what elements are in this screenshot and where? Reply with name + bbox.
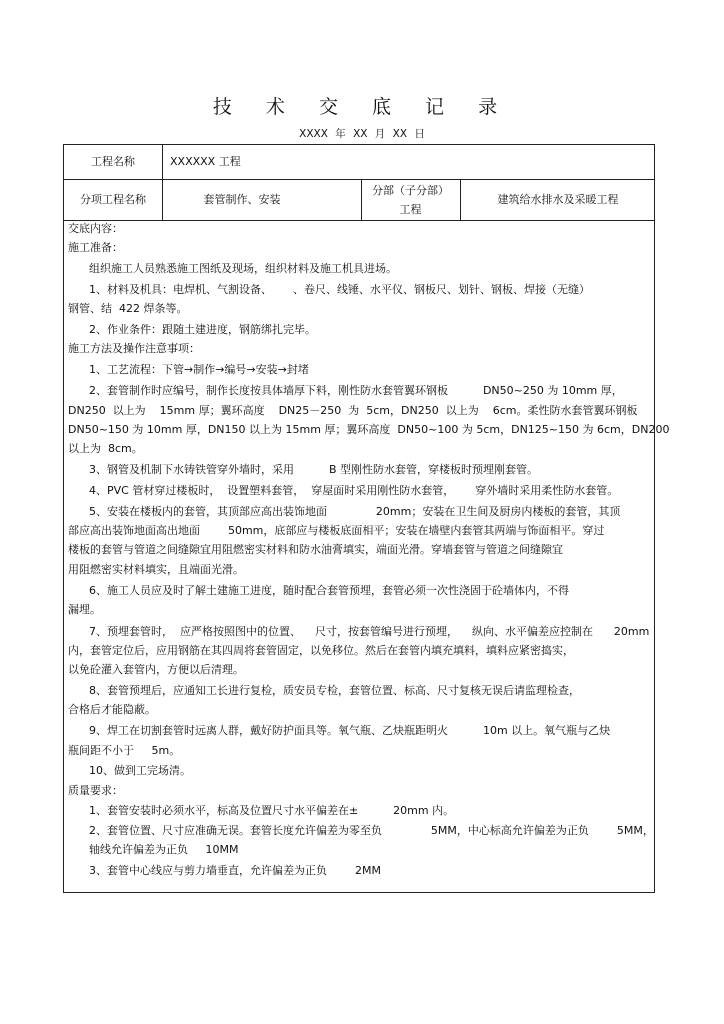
- division-value: 建筑给水排水及采暖工程: [497, 192, 619, 206]
- content-line: DN50~150 为 10mm 厚，DN150 以上为 15mm 厚；翼环高度 DN50~100 为 5cm，DN125~150 为 6cm，DN200: [68, 423, 670, 436]
- content-line: 9、焊工在切割套管时远离人群，戴好防护面具等。氧气瓶、乙炔瓶距明火 10m 以上。氧气瓶与乙炔: [68, 724, 611, 737]
- content-line: 10、做到工完场清。: [68, 764, 191, 777]
- content-line: 钢管、结 422 焊条等。: [68, 302, 188, 315]
- content-line: 漏埋。: [68, 603, 101, 616]
- content-line: 质量要求：: [68, 784, 123, 797]
- content-line: DN250 以上为 15mm 厚；翼环高度 DN25－250 为 5cm，DN250 以上为 6cm。柔性防水套管翼环钢板: [68, 404, 638, 417]
- content-line: 7、预埋套管时， 应严格按照图中的位置、 尺寸，按套管编号进行预埋， 纵向、水平偏差应控制在 20mm: [68, 625, 650, 638]
- content-line: 组织施工人员熟悉施工图纸及现场，组织材料及施工机具进场。: [68, 262, 397, 275]
- record-table: [63, 144, 670, 893]
- subitem-value: 套管制作、安装: [203, 192, 281, 206]
- content-line: 内，套管定位后，应用钢筋在其四周将套管固定，以免移位。然后在套管内填充填料，填料应紧密捣实，: [68, 644, 574, 657]
- content-line: 轴线允许偏差为正负 10MM: [68, 843, 239, 856]
- content-line: 4、PVC 管材穿过楼板时， 设置塑料套管， 穿屋面时采用刚性防水套管， 穿外墙时采用柔性防水套管。: [68, 484, 619, 497]
- row-divider: [64, 220, 654, 221]
- subitem-label: 分项工程名称: [80, 192, 146, 206]
- content-line: 6、施工人员应及时了解土建施工进度，随时配合套管预埋，套管必须一次性浇固于砼墙体内，不得: [68, 584, 569, 597]
- content-line: 以上为 8cm。: [68, 442, 143, 455]
- content-line: 部应高出装饰地面高出地面 50mm，底部应与楼板底面相平；安装在墙壁内套管其两端与饰面相平。穿过: [68, 524, 605, 537]
- division-label-line2: 工程: [399, 203, 422, 216]
- project-name-value: XXXXXX 工程: [170, 155, 241, 168]
- content-line: 用阻燃密实材料填实，且端面光滑。: [68, 563, 244, 576]
- content-line: 瓶间距不小于 5m。: [68, 744, 181, 757]
- content-line: 施工方法及操作注意事项：: [68, 342, 200, 355]
- content-line: 2、套管位置、尺寸应准确无误。套管长度允许偏差为零至负 5MM，中心标高允许偏差为正负 5MM，: [68, 824, 654, 837]
- content-line: 1、材料及机具：电焊机、气割设备、 、卷尺、线锤、水平仪、钢板尺、划针、钢板、焊接（无缝）: [68, 283, 590, 296]
- content-line: 2、作业条件：跟随土建进度，钢筋绑扎完毕。: [68, 323, 316, 336]
- content-line: 交底内容：: [68, 222, 123, 235]
- content-line: 3、套管中心线应与剪力墙垂直，允许偏差为正负 2MM: [68, 864, 381, 877]
- document-title: 技 术 交 底 记 录: [212, 96, 512, 118]
- project-name-label: 工程名称: [91, 155, 135, 168]
- content-line: 8、套管预埋后，应通知工长进行复检，质安员专检，套管位置、标高、尺寸复核无误后请监理检查，: [68, 684, 580, 697]
- content-line: 2、套管制作时应编号，制作长度按具体墙厚下料，刚性防水套管翼环钢板 DN50~250 为 10mm 厚，: [68, 384, 623, 397]
- division-label-line1: 分部（子分部）: [372, 184, 449, 197]
- content-line: 5、安装在楼板内的套管，其顶部应高出装饰地面 20mm；安装在卫生间及厨房内楼板的套管，其顶: [68, 505, 621, 518]
- content-line: 1、工艺流程：下管→制作→编号→安装→封堵: [68, 363, 309, 376]
- content-line: 楼板的套管与管道之间缝隙宜用阻燃密实材料和防水油膏填实，端面光滑。穿墙套管与管道之间缝隙宜: [68, 543, 563, 556]
- content-line: 合格后才能隐蔽。: [68, 703, 156, 716]
- content-line: 1、套管安装时必须水平，标高及位置尺寸水平偏差在± 20mm 内。: [68, 804, 455, 817]
- content-line: 以免砼灌入套管内，方便以后清理。: [68, 663, 244, 676]
- content-line: 3、钢管及机制下水铸铁管穿外墙时，采用 B 型刚性防水套管，穿楼板时预埋刚套管。: [68, 463, 538, 476]
- date-line: XXXX 年 XX 月 XX 日: [299, 128, 425, 140]
- content-line: 施工准备：: [68, 241, 123, 254]
